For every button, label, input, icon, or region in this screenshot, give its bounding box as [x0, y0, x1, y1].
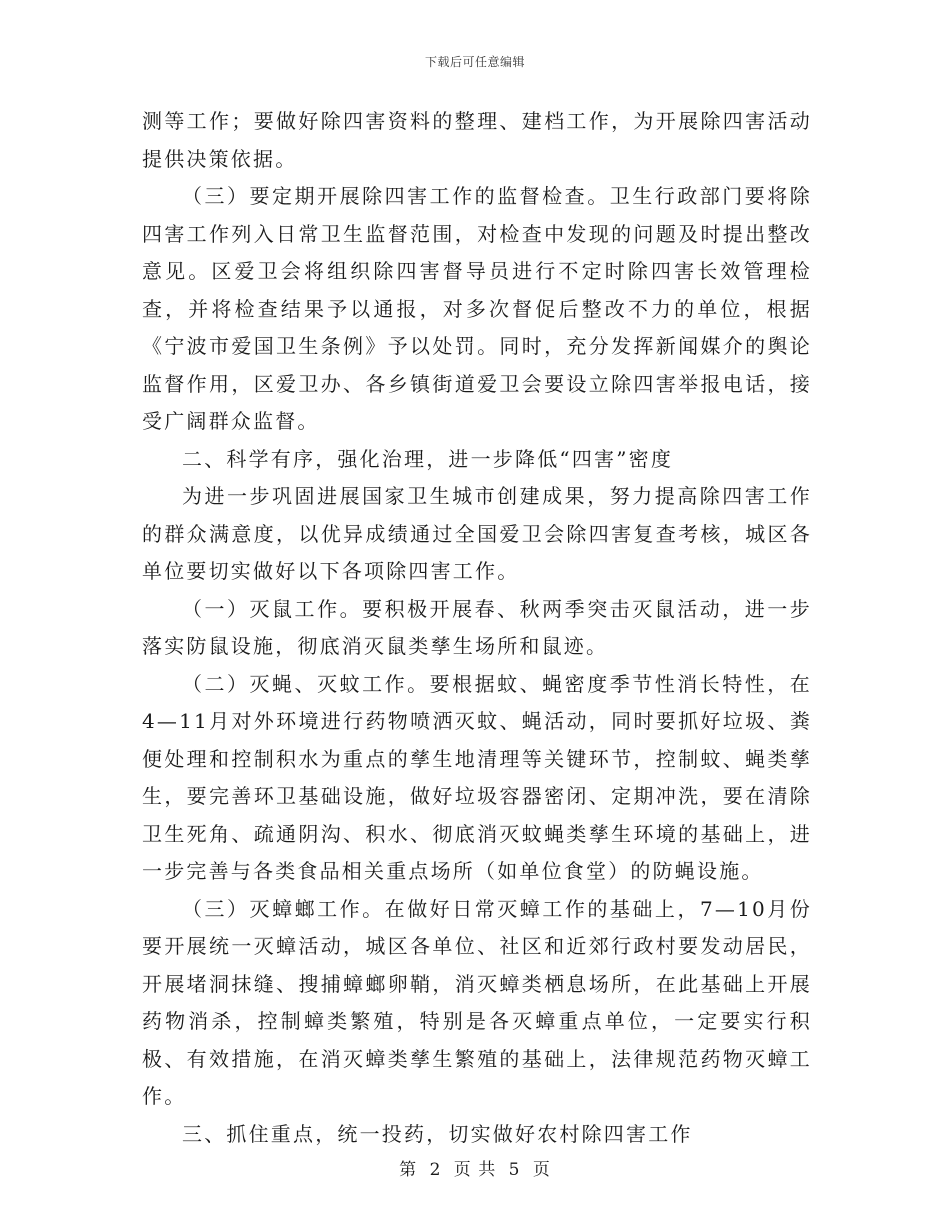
- paragraph-6: （二）灭蝇、灭蚊工作。要根据蚊、蝇密度季节性消长特性，在4—11月对外环境进行药物喷洒灭蚊、蝇活动，同时要抓好垃圾、粪便处理和控制积水为重点的孳生地清理等关键环节，控制蚊、蝇类孳生，要完善环卫基础设施，做好垃圾容器密闭、定期冲洗，要在清除卫生死角、疏通阴沟、积水、彻底消灭蚊蝇类孳生环境的基础上，进一步完善与各类食品相关重点场所（如单位食堂）的防蝇设施。: [142, 671, 812, 883]
- paragraph-7: （三）灭蟑螂工作。在做好日常灭蟑工作的基础上，7—10月份要开展统一灭蟑活动，城区各单位、社区和近郊行政村要发动居民，开展堵洞抹缝、搜捕蟑螂卵鞘，消灭蟑类栖息场所，在此基础上开展药物消杀，控制蟑类繁殖，特别是各灭蟑重点单位，一定要实行积极、有效措施，在消灭蟑类孳生繁殖的基础上，法律规范药物灭蟑工作。: [142, 896, 812, 1108]
- section-heading-3: 三、抓住重点，统一投药，切实做好农村除四害工作: [182, 1121, 693, 1146]
- footer-page-number: 2: [429, 1160, 442, 1180]
- footer-suffix: 页: [532, 1160, 551, 1180]
- page-header: 下载后可任意编辑: [424, 55, 525, 69]
- paragraph-1: 测等工作；要做好除四害资料的整理、建档工作，为开展除四害活动提供决策依据。: [142, 109, 812, 171]
- section-heading-2: 二、科学有序，强化治理，进一步降低“四害”密度: [182, 446, 674, 471]
- footer-prefix: 第: [399, 1160, 418, 1180]
- footer-total-pages: 5: [508, 1160, 521, 1180]
- page-footer: [0, 1155, 950, 1180]
- footer-middle: 页 共: [453, 1160, 497, 1180]
- paragraph-4: 为进一步巩固进展国家卫生城市创建成果，努力提高除四害工作的群众满意度，以优异成绩通过全国爱卫会除四害复查考核，城区各单位要切实做好以下各项除四害工作。: [142, 484, 812, 583]
- paragraph-5: （一）灭鼠工作。要积极开展春、秋两季突击灭鼠活动，进一步落实防鼠设施，彻底消灭鼠类孳生场所和鼠迹。: [142, 596, 812, 658]
- paragraph-2: （三）要定期开展除四害工作的监督检查。卫生行政部门要将除四害工作列入日常卫生监督范围，对检查中发现的问题及时提出整改意见。区爱卫会将组织除四害督导员进行不定时除四害长效管理检查，并将检查结果予以通报，对多次督促后整改不力的单位，根据《宁波市爱国卫生条例》予以处罚。同时，充分发挥新闻媒介的舆论监督作用，区爱卫办、各乡镇街道爱卫会要设立除四害举报电话，接受广阔群众监督。: [142, 184, 812, 433]
- document-body: [142, 103, 812, 1153]
